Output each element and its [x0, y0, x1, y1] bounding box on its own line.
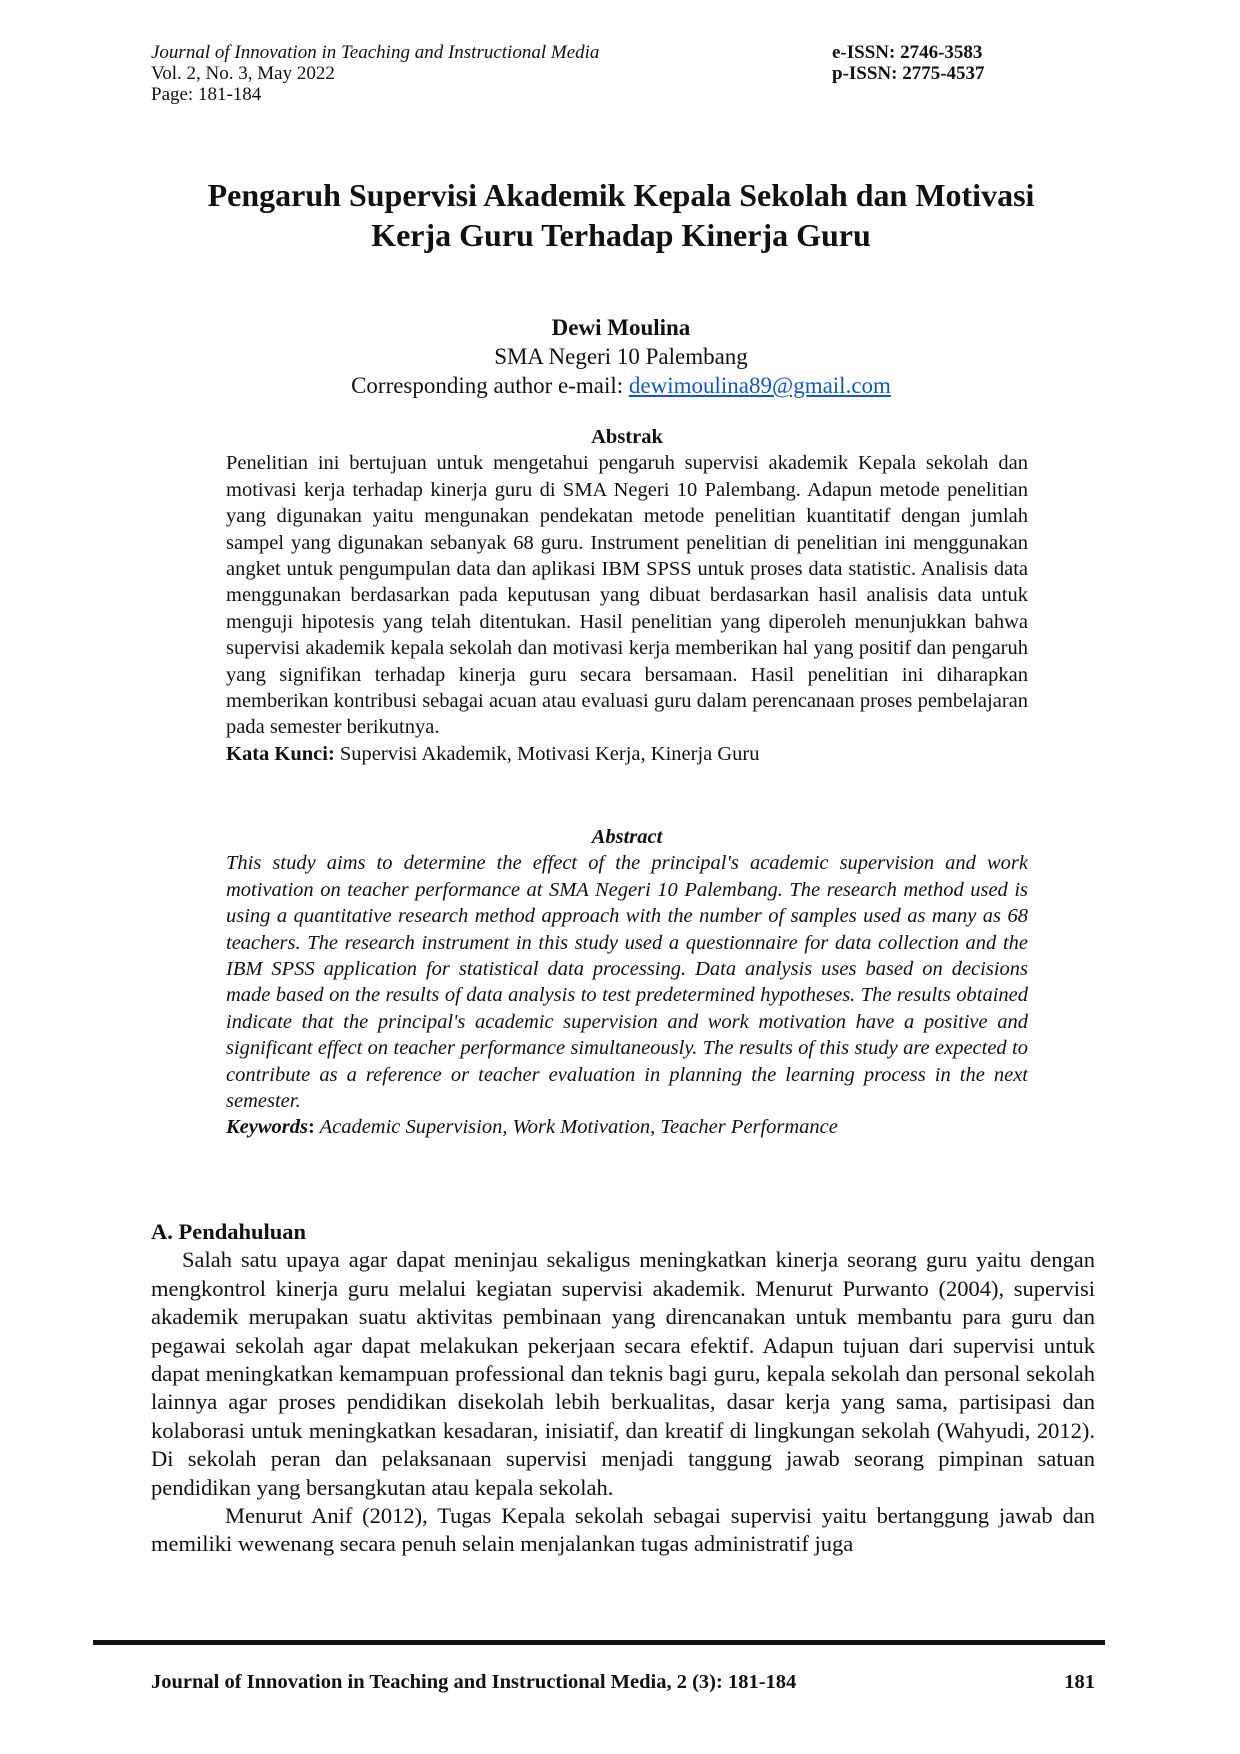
- header-pages: Page: 181-184: [151, 84, 262, 105]
- header-p-issn: p-ISSN: 2775-4537: [832, 63, 985, 84]
- author-email-link[interactable]: dewimoulina89@gmail.com: [628, 373, 891, 398]
- abstrak-body: Penelitian ini bertujuan untuk mengetahui pengaruh supervisi akademik Kepala sekolah dan motivasi kerja terhadap kinerja guru di SMA Negeri 10 Palembang. Adapun metode penelitian yang digunakan yaitu mengunakan pendekatan metode penelitian kuantitatif dengan jumlah sampel yang digunakan sebanyak 68 guru. Instrument penelitian di penelitian ini menggunakan angket untuk pengumpulan data dan aplikasi IBM SPSS untuk proses data statistic. Analisis data menggunakan berdasarkan pada keputusan yang dibuat berdasarkan hasil analisis data untuk menguji hipotesis yang telah ditentukan. Hasil penelitian yang diperoleh menunjukkan bahwa supervisi akademik kepala sekolah dan motivasi kerja memberikan hal yang positif dan pengaruh yang signifikan terhadap kinerja guru secara bersamaan. Hasil penelitian ini diharapkan memberikan kontribusi sebagai acuan atau evaluasi guru dalam perencanaan proses pembelajaran pada semester berikutnya.: [226, 452, 1028, 739]
- header-journal-name: Journal of Innovation in Teaching and Instructional Media: [151, 42, 600, 63]
- abstract-keywords-label: Keywords: [226, 1116, 308, 1139]
- abstract-heading: Abstract: [591, 826, 663, 848]
- introduction-paragraph-2: Menurut Anif (2012), Tugas Kepala sekolah sebagai supervisi yaitu bertanggung jawab dan memiliki wewenang secara penuh selain menjalankan tugas administratif juga: [151, 1503, 1095, 1557]
- abstrak-keywords: [226, 741, 1028, 767]
- header-right: [832, 42, 1052, 84]
- footer-citation: Journal of Innovation in Teaching and Instructional Media, 2 (3): 181-184: [151, 1671, 797, 1693]
- abstract-section: [226, 824, 1028, 1141]
- author-contact: [151, 371, 1091, 400]
- abstract-keywords-colon: :: [308, 1116, 315, 1139]
- abstrak-keywords-text: Supervisi Akademik, Motivasi Kerja, Kinerja Guru: [334, 742, 760, 765]
- abstrak-section: [226, 424, 1028, 767]
- page-footer: [151, 1670, 1095, 1694]
- footer-page-number: 181: [1064, 1671, 1095, 1693]
- footer-divider: [93, 1640, 1105, 1645]
- header-volume: Vol. 2, No. 3, May 2022: [151, 63, 335, 84]
- paper-title: [151, 175, 1091, 255]
- abstrak-keywords-label: Kata Kunci:: [226, 742, 335, 765]
- author-email-label: Corresponding author e-mail:: [351, 373, 629, 398]
- abstract-keywords: [226, 1114, 1028, 1140]
- paper-title-line-1: Pengaruh Supervisi Akademik Kepala Sekolah dan Motivasi: [207, 177, 1035, 213]
- author-name: Dewi Moulina: [551, 315, 691, 340]
- abstract-body: This study aims to determine the effect of the principal's academic supervision and work motivation on teacher performance at SMA Negeri 10 Palembang. The research method used is using a quantitative research method approach with the number of samples used as many as 68 teachers. The research instrument in this study used a questionnaire for data collection and the IBM SPSS application for statistical data processing. Data analysis uses based on decisions made based on the results of data analysis to test predetermined hypotheses. The results obtained indicate that the principal's academic supervision and work motivation have a positive and significant effect on teacher performance simultaneously. The results of this study are expected to contribute as a reference or teacher evaluation in planning the learning process in the next semester.: [226, 852, 1028, 1113]
- paper-title-line-2: Kerja Guru Terhadap Kinerja Guru: [371, 217, 871, 253]
- header-left: [151, 42, 751, 105]
- abstrak-heading: Abstrak: [591, 426, 663, 448]
- introduction-heading: A. Pendahuluan: [151, 1219, 307, 1244]
- abstract-keywords-text: Academic Supervision, Work Motivation, Teacher Performance: [314, 1116, 838, 1139]
- introduction-section: [151, 1218, 1095, 1559]
- introduction-paragraph-1: Salah satu upaya agar dapat meninjau sekaligus meningkatkan kinerja seorang guru yaitu dengan mengkontrol kinerja guru melalui kegiatan supervisi akademik. Menurut Purwanto (2004), supervisi akademik merupakan suatu aktivitas pembinaan yang direncanakan untuk membantu para guru dan pegawai sekolah agar dapat melakukan pekerjaan secara efektif. Adapun tujuan dari supervisi untuk dapat meningkatkan kemampuan professional dan teknis bagi guru, kepala sekolah dan personal sekolah lainnya agar proses pendidikan disekolah lebih berkualitas, dasar kerja yang sama, partisipasi dan kolaborasi untuk meningkatkan kesadaran, inisiatif, dan kreatif di lingkungan sekolah (Wahyudi, 2012). Di sekolah peran dan pelaksanaan supervisi menjadi tanggung jawab seorang pimpinan satuan pendidikan yang bersangkutan atau kepala sekolah.: [151, 1247, 1095, 1500]
- author-affiliation: SMA Negeri 10 Palembang: [494, 344, 748, 369]
- header-e-issn: e-ISSN: 2746-3583: [832, 42, 983, 63]
- author-block: [151, 313, 1091, 400]
